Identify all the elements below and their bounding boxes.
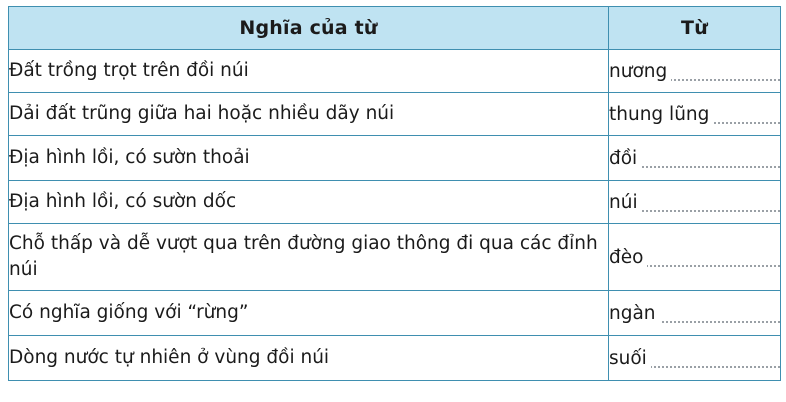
answer-text: núi xyxy=(609,192,642,213)
meaning-cell: Chỗ thấp và dễ vượt qua trên đường giao thông đi qua các đỉnh núi xyxy=(9,224,609,291)
word-answer-cell[interactable] xyxy=(609,291,781,336)
table-row xyxy=(9,224,781,291)
meaning-cell: Dòng nước tự nhiên ở vùng đồi núi xyxy=(9,336,609,381)
answer-text: đèo xyxy=(609,247,647,268)
column-header-word: Từ xyxy=(609,7,781,50)
meaning-cell: Địa hình lồi, có sườn thoải xyxy=(9,136,609,181)
word-answer-cell[interactable] xyxy=(609,336,781,381)
word-answer-cell[interactable] xyxy=(609,136,781,181)
answer-line xyxy=(609,303,780,324)
column-header-meaning: Nghĩa của từ xyxy=(9,7,609,50)
word-answer-cell[interactable] xyxy=(609,181,781,224)
answer-text: suối xyxy=(609,348,651,369)
answer-text: nương xyxy=(609,61,671,82)
meaning-cell: Có nghĩa giống với “rừng” xyxy=(9,291,609,336)
answer-text: thung lũng xyxy=(609,104,713,125)
table-row xyxy=(9,93,781,136)
word-answer-cell[interactable] xyxy=(609,50,781,93)
meaning-cell: Địa hình lồi, có sườn dốc xyxy=(9,181,609,224)
answer-text: ngàn xyxy=(609,303,660,324)
answer-text: đồi xyxy=(609,148,641,169)
answer-line xyxy=(609,348,780,369)
table-row xyxy=(9,181,781,224)
answer-line xyxy=(609,61,780,82)
answer-line xyxy=(609,192,780,213)
table-header-row xyxy=(9,7,781,50)
table-row xyxy=(9,291,781,336)
table-body xyxy=(9,50,781,381)
answer-line xyxy=(609,104,780,125)
meaning-cell: Đất trồng trọt trên đồi núi xyxy=(9,50,609,93)
table-row xyxy=(9,136,781,181)
meaning-cell: Dải đất trũng giữa hai hoặc nhiều dãy núi xyxy=(9,93,609,136)
table-row xyxy=(9,336,781,381)
word-answer-cell[interactable] xyxy=(609,224,781,291)
table-header xyxy=(9,7,781,50)
table-row xyxy=(9,50,781,93)
answer-line xyxy=(609,247,780,268)
answer-line xyxy=(609,148,780,169)
word-answer-cell[interactable] xyxy=(609,93,781,136)
vocabulary-table xyxy=(8,6,781,381)
